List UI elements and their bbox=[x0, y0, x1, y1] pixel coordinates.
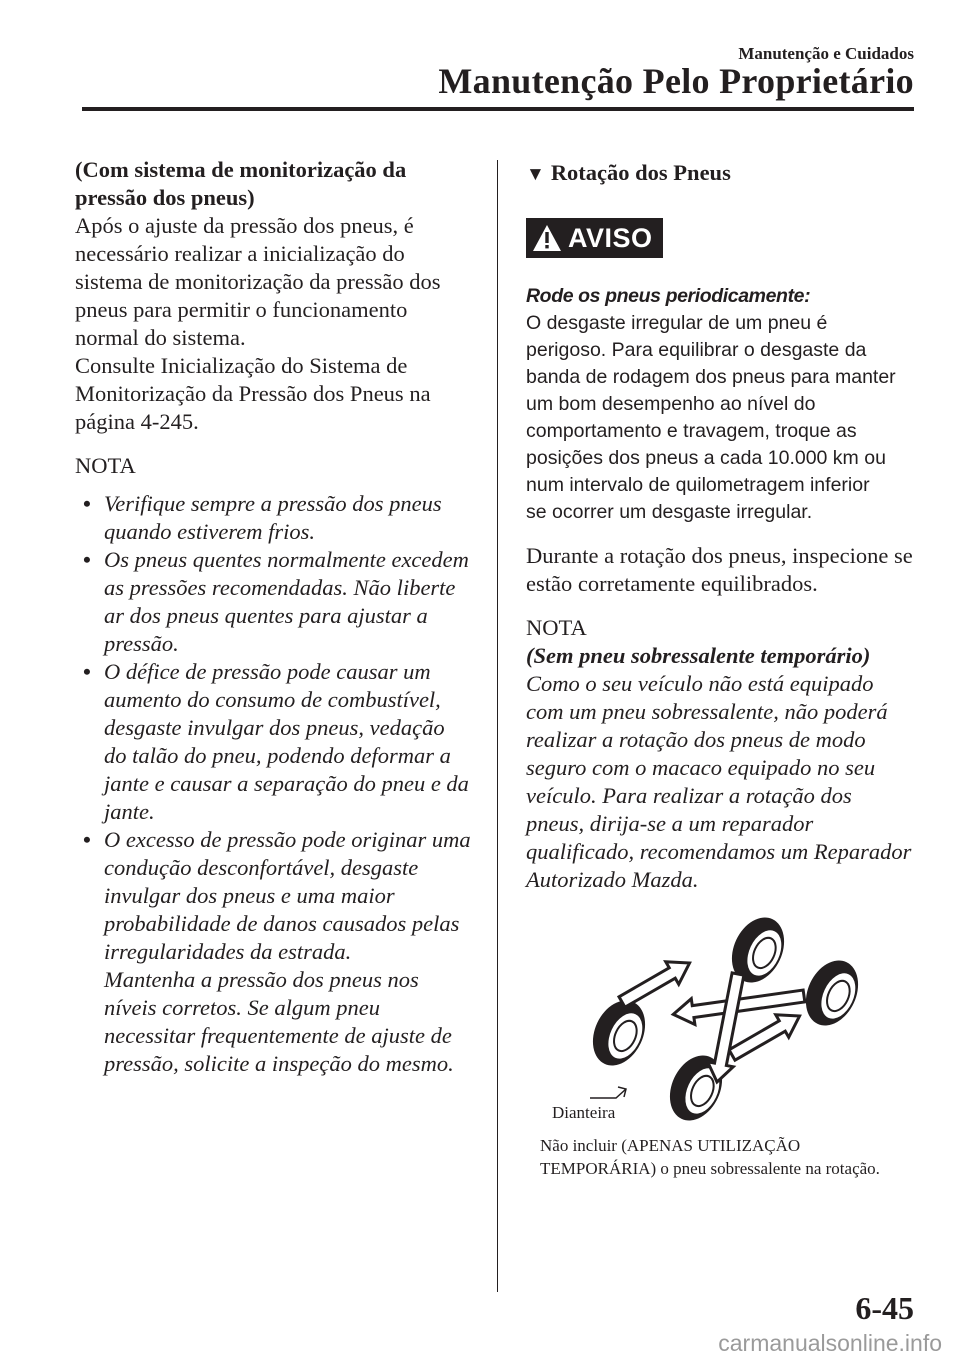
text-line: Autorizado Mazda. bbox=[526, 867, 699, 892]
text-line: Como o seu veículo não está equipado bbox=[526, 671, 874, 696]
text-line: qualificado, recomendamos um Reparador bbox=[526, 839, 912, 864]
tire-rotation-diagram bbox=[526, 900, 926, 1130]
nota-list bbox=[75, 490, 475, 1078]
subheading-line: pressão dos pneus) bbox=[75, 185, 255, 210]
subheading bbox=[75, 156, 475, 212]
text-line: comportamento e travagem, troque as bbox=[526, 420, 857, 442]
left-column bbox=[75, 156, 475, 1078]
text-line: seguro com o macaco equipado no seu bbox=[526, 755, 876, 780]
header-section: Manutenção e Cuidados bbox=[738, 44, 914, 63]
text-line: aumento do consumo de combustível, bbox=[104, 687, 441, 712]
arrow-rear-left-to-front-right-icon bbox=[704, 972, 751, 1085]
bullet: • bbox=[83, 659, 91, 684]
text-line: pressão, solicite a inspeção do mesmo. bbox=[104, 1051, 454, 1076]
text-line: Consulte Inicialização do Sistema de bbox=[75, 353, 408, 378]
text-line: ar dos pneus quentes para ajustar a bbox=[104, 603, 428, 628]
text-line: jante e causar a separação do pneu e da bbox=[104, 771, 469, 796]
text-line: Os pneus quentes normalmente excedem bbox=[104, 547, 469, 572]
text-line: TEMPORÁRIA) o pneu sobressalente na rotação. bbox=[540, 1159, 880, 1178]
text-line: O excesso de pressão pode originar uma bbox=[104, 827, 471, 852]
text-line: Durante a rotação dos pneus, inspecione se bbox=[526, 543, 913, 568]
text-line: jante. bbox=[104, 799, 155, 824]
nota-item bbox=[75, 490, 475, 546]
nota-subtitle: (Sem pneu sobressalente temporário) bbox=[526, 643, 871, 668]
text-line: necessário realizar a inicialização do bbox=[75, 241, 405, 266]
text-line: com um pneu sobressalente, não poderá bbox=[526, 699, 888, 724]
figure-label-front: Dianteira bbox=[552, 1103, 616, 1122]
text-line: banda de rodagem dos pneus para manter bbox=[526, 366, 896, 388]
warning-title: Rode os pneus periodicamente: bbox=[526, 285, 811, 307]
right-column bbox=[526, 158, 926, 894]
text-line: as pressões recomendadas. Não liberte bbox=[104, 575, 456, 600]
text-line: página 4-245. bbox=[75, 409, 199, 434]
text-line: posições dos pneus a cada 10.000 km ou bbox=[526, 447, 886, 469]
page-title: Manutenção Pelo Proprietário bbox=[438, 61, 914, 101]
column-divider bbox=[497, 160, 498, 1292]
subheading-line: (Com sistema de monitorização da bbox=[75, 157, 407, 182]
text-line: Verifique sempre a pressão dos pneus bbox=[104, 491, 442, 516]
watermark: carmanualsonline.info bbox=[718, 1330, 942, 1356]
bullet: • bbox=[83, 827, 91, 852]
text-line: condução desconfortável, desgaste bbox=[104, 855, 419, 880]
text-line: necessitar frequentemente de ajuste de bbox=[104, 1023, 452, 1048]
paragraph-2 bbox=[75, 352, 475, 436]
text-line: Mantenha a pressão dos pneus nos bbox=[104, 967, 419, 992]
section-title: Rotação dos Pneus bbox=[550, 160, 731, 185]
warning-badge bbox=[526, 218, 663, 258]
text-line: Após o ajuste da pressão dos pneus, é bbox=[75, 213, 414, 238]
text-line: O défice de pressão pode causar um bbox=[104, 659, 431, 684]
tire-front-left-icon bbox=[583, 992, 655, 1074]
paragraph-1 bbox=[75, 212, 475, 352]
warning-label: AVISO bbox=[568, 222, 653, 253]
section-heading bbox=[526, 158, 926, 190]
triangle-marker-icon: ▼ bbox=[526, 164, 545, 185]
rotation-paragraph bbox=[526, 542, 926, 598]
bullet: • bbox=[83, 491, 91, 516]
text-line: veículo. Para realizar a rotação dos bbox=[526, 783, 852, 808]
figure-caption bbox=[540, 1134, 930, 1180]
warning-text bbox=[526, 283, 926, 526]
text-line: pneus para permitir o funcionamento bbox=[75, 297, 408, 322]
nota-item bbox=[75, 546, 475, 658]
text-line: normal do sistema. bbox=[75, 325, 246, 350]
text-line: do talão do pneu, podendo deformar a bbox=[104, 743, 451, 768]
text-line: perigoso. Para equilibrar o desgaste da bbox=[526, 339, 867, 361]
nota-item bbox=[75, 658, 475, 826]
nota-item bbox=[75, 826, 475, 1078]
text-line: estão corretamente equilibrados. bbox=[526, 571, 818, 596]
nota-label: NOTA bbox=[526, 615, 587, 640]
bullet: • bbox=[83, 547, 91, 572]
text-line: níveis corretos. Se algum pneu bbox=[104, 995, 380, 1020]
nota-block bbox=[526, 614, 926, 894]
text-line: O desgaste irregular de um pneu é bbox=[526, 312, 828, 334]
text-line: probabilidade de danos causados pelas bbox=[104, 911, 460, 936]
text-line: pneus, dirija-se a um reparador bbox=[526, 811, 814, 836]
page-number: 6-45 bbox=[855, 1290, 914, 1326]
text-line: pressão. bbox=[104, 631, 179, 656]
nota-text bbox=[526, 670, 926, 894]
text-line: invulgar dos pneus e uma maior bbox=[104, 883, 395, 908]
text-line: Não incluir (APENAS UTILIZAÇÃO bbox=[540, 1136, 801, 1155]
text-line: desgaste invulgar dos pneus, vedação bbox=[104, 715, 445, 740]
text-line: irregularidades da estrada. bbox=[104, 939, 352, 964]
text-line: Monitorização da Pressão dos Pneus na bbox=[75, 381, 431, 406]
text-line: realizar a rotação dos pneus de modo bbox=[526, 727, 866, 752]
text-line: num intervalo de quilometragem inferior bbox=[526, 474, 870, 496]
warning-triangle-icon bbox=[532, 224, 562, 252]
header-rule bbox=[82, 107, 914, 111]
tire-rear-right-icon bbox=[796, 952, 868, 1034]
text-line: quando estiverem frios. bbox=[104, 519, 316, 544]
front-direction-arrow-icon bbox=[590, 1087, 626, 1098]
text-line: sistema de monitorização da pressão dos bbox=[75, 269, 441, 294]
nota-label: NOTA bbox=[75, 453, 136, 478]
text-line: um bom desempenho ao nível do bbox=[526, 393, 816, 415]
text-line: se ocorrer um desgaste irregular. bbox=[526, 501, 813, 523]
